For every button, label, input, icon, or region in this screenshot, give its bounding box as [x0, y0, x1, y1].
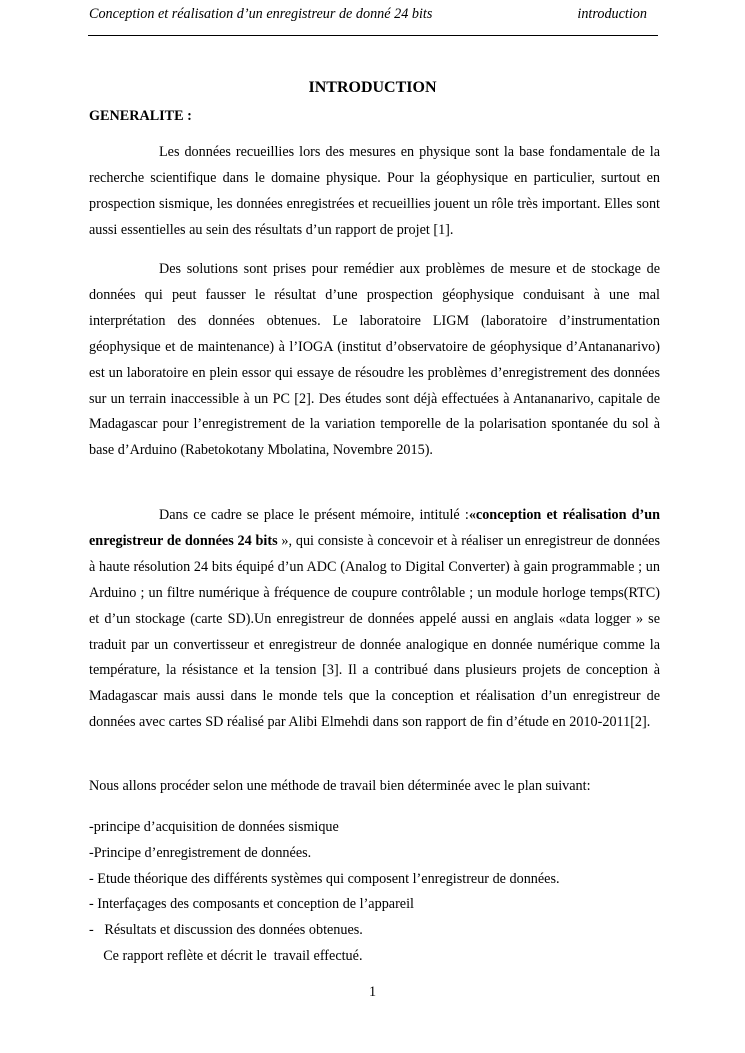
paragraph-4 [89, 774, 660, 800]
paragraph-1 [89, 140, 660, 244]
page-title: INTRODUCTION [308, 79, 437, 96]
paragraph-1-text: Les données recueillies lors des mesures en physique sont la base fondamentale de la recherche scientifique dans le domaine physique. Pour la géophysique en particulier, surtout en prospection sismique, les données enregistrées et recueillies jouent un rôle très important. Elles sont aussi essentielles au sein des résultats d’un rapport de projet [1]. [89, 144, 660, 238]
section-heading: GENERALITE : [89, 108, 192, 124]
paragraph-3-text: », qui consiste à concevoir et à réaliser un enregistreur de données à haute résolution 24 bits équipé d’un ADC (Analog to Digital Converter) à gain programmable ; un Arduino ; un filtre numérique à fréquence de coupure contrôlable ; un module horloge temps(RTC) et d’un stockage (carte SD).Un enregistreur de données appelé aussi en anglais «data logger » se traduit par un convertisseur et enregistreur de donnée analogique en donnée numérique comme la température, la résistance et la tension [3]. Il a contribué dans plusieurs projets de conception à Madagascar mais aussi dans le monde tels que la conception et réalisation d’un enregistreur de données avec cartes SD réalisé par Alibi Elmehdi dans son rapport de fin d’étude en 2010-2011[2]. [89, 532, 660, 731]
paragraph-2 [89, 257, 660, 464]
paragraph-4-text: Nous allons procéder selon une méthode de travail bien déterminée avec le plan suivant: [89, 778, 591, 794]
running-header [89, 6, 659, 23]
list-item: -Principe d’enregistrement de données. [89, 844, 312, 861]
header-document-title: Conception et réalisation d’un enregistreur de donné 24 bits [89, 6, 433, 22]
paragraph-2-text: Des solutions sont prises pour remédier aux problèmes de mesure et de stockage de données qui peut fausser le résultat d’une prospection géophysique conduisant à une mal interprétation des données obtenues. Le laboratoire LIGM (laboratoire d’instrumentation géophysique et de maintenance) à l’IOGA (institut d’observatoire de géophysique d’Antananarivo) est un laboratoire en plein essor qui essaye de résoudre les problèmes d’enregistrement des données sur un terrain inaccessible à un PC [2]. Des études sont déjà effectuées à Antananarivo, capitale de Madagascar pour l’enregistrement de la variation temporelle de la polarisation spontanée du sol à base d’Arduino (Rabetokotany Mbolatina, Novembre 2015). [89, 261, 660, 459]
list-item: -principe d’acquisition de données sismique [89, 819, 339, 835]
list-item: - Résultats et discussion des données obtenues. [89, 922, 363, 939]
list-item: - Etude théorique des différents systèmes qui composent l’enregistreur de données. [89, 870, 560, 887]
header-chapter-name: introduction [577, 6, 647, 22]
paragraph-3-bold-title: «conception et réalisation d’un enregistreur de données 24 bits [89, 507, 661, 549]
page-number: 1 [368, 984, 377, 1000]
list-item: Ce rapport reflète et décrit le travail effectué. [89, 947, 363, 964]
paragraph-3-intro: Dans ce cadre se place le présent mémoire, intitulé : [159, 507, 469, 523]
plan-list [89, 815, 560, 970]
paragraph-3 [89, 503, 660, 736]
header-rule [88, 35, 658, 36]
list-item: - Interfaçages des composants et conception de l’appareil [89, 896, 414, 913]
